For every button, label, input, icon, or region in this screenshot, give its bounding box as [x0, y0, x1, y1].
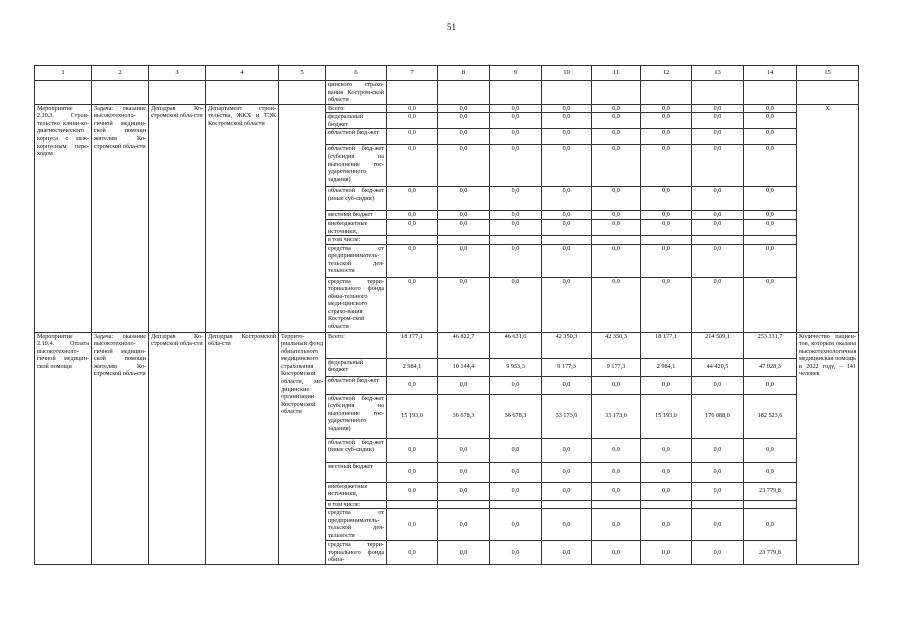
funding-source-label: местный бюджет [326, 211, 387, 220]
amount-cell [592, 500, 641, 509]
amount-cell: 0,0 [542, 219, 592, 235]
amount-cell [641, 500, 692, 509]
column-number-row [35, 66, 859, 81]
col-number: 15 [797, 66, 859, 81]
amount-cell: 46 631,6 [490, 332, 542, 358]
amount-cell: 0,0 [641, 211, 692, 220]
blank-cell [387, 81, 438, 105]
amount-cell [592, 236, 641, 245]
amount-cell: 36 678,3 [438, 394, 490, 438]
amount-cell: 0,0 [387, 438, 438, 462]
amount-cell: 0,0 [692, 376, 744, 394]
indicator-cell: X [797, 104, 859, 332]
amount-cell: 0,0 [592, 462, 641, 482]
amount-cell: 0,0 [744, 211, 797, 220]
amount-cell: 18 177,1 [387, 332, 438, 358]
col-number: 3 [149, 66, 206, 81]
amount-cell: 0,0 [592, 145, 641, 187]
funding-source-label: областной бюд-жет (иные суб-сидии) [326, 187, 387, 211]
amount-cell: 0,0 [744, 376, 797, 394]
amount-cell: 23 779,8 [744, 541, 797, 565]
amount-cell: 33 173,0 [542, 394, 592, 438]
amount-cell: 0,0 [490, 277, 542, 332]
amount-cell [387, 500, 438, 509]
amount-cell [744, 500, 797, 509]
blank-cell [692, 81, 744, 105]
amount-cell [438, 500, 490, 509]
amount-cell [387, 236, 438, 245]
amount-cell: 18 177,1 [641, 332, 692, 358]
blank-cell [438, 81, 490, 105]
executor-cell: Депздрав Ко-стромской обла-сти [149, 104, 206, 332]
amount-cell: 42 350,3 [592, 332, 641, 358]
amount-cell: 0,0 [592, 129, 641, 145]
funding-source-label: областной бюд-жет [326, 376, 387, 394]
blank-cell [92, 81, 149, 105]
amount-cell: 0,0 [692, 187, 744, 211]
amount-cell: 2 984,1 [641, 358, 692, 376]
col-number: 11 [592, 66, 641, 81]
amount-cell: 0,0 [542, 438, 592, 462]
amount-cell: 0,0 [438, 462, 490, 482]
amount-cell: 0,0 [592, 509, 641, 541]
amount-cell: 9 177,3 [592, 358, 641, 376]
amount-cell: 0,0 [692, 211, 744, 220]
amount-cell: 0,0 [592, 438, 641, 462]
amount-cell: 10 144,4 [438, 358, 490, 376]
amount-cell: 0,0 [490, 129, 542, 145]
amount-cell: 0,0 [490, 376, 542, 394]
amount-cell: 33 173,0 [592, 394, 641, 438]
funding-source-label: федеральный бюджет [326, 113, 387, 129]
blank-cell [542, 81, 592, 105]
amount-cell: 0,0 [641, 104, 692, 113]
table-row [35, 332, 859, 358]
amount-cell: 0,0 [387, 482, 438, 500]
amount-cell: 0,0 [542, 187, 592, 211]
blank-cell [490, 81, 542, 105]
amount-cell: 0,0 [438, 211, 490, 220]
funding-source-label: в том числе: [326, 500, 387, 509]
blank-cell [35, 81, 92, 105]
amount-cell: 0,0 [490, 541, 542, 565]
amount-cell: 0,0 [438, 145, 490, 187]
amount-cell: 182 523,6 [744, 394, 797, 438]
funding-source-label: средства терри-ториального фонда обяза-тельного меди-цинского страхо-вания Костром-ской области [326, 277, 387, 332]
funding-source-label: федеральный бюджет [326, 358, 387, 376]
amount-cell: 0,0 [592, 482, 641, 500]
table-body [35, 66, 859, 565]
amount-cell: 0,0 [542, 129, 592, 145]
amount-cell: 15 193,0 [641, 394, 692, 438]
amount-cell: 0,0 [387, 244, 438, 277]
amount-cell: 0,0 [641, 541, 692, 565]
amount-cell: 0,0 [438, 376, 490, 394]
amount-cell: 0,0 [490, 145, 542, 187]
amount-cell: 0,0 [387, 462, 438, 482]
funding-source-label: Всего: [326, 332, 387, 358]
amount-cell: 0,0 [744, 277, 797, 332]
amount-cell: 2 984,1 [387, 358, 438, 376]
amount-cell: 0,0 [387, 277, 438, 332]
amount-cell: 0,0 [542, 244, 592, 277]
amount-cell: 0,0 [744, 145, 797, 187]
blank-cell [279, 81, 326, 105]
amount-cell: 0,0 [641, 129, 692, 145]
amount-cell [542, 500, 592, 509]
amount-cell [542, 236, 592, 245]
amount-cell [490, 236, 542, 245]
blank-cell [641, 81, 692, 105]
amount-cell: 0,0 [744, 104, 797, 113]
amount-cell: 0,0 [542, 113, 592, 129]
amount-cell: 0,0 [490, 104, 542, 113]
funding-source-label: областной бюд-жет (субсидия на выполнение гос-ударственного задания) [326, 394, 387, 438]
amount-cell: 0,0 [387, 113, 438, 129]
amount-cell: 0,0 [490, 509, 542, 541]
amount-cell: 36 678,3 [490, 394, 542, 438]
amount-cell: 0,0 [438, 219, 490, 235]
amount-cell [438, 236, 490, 245]
amount-cell: 0,0 [641, 376, 692, 394]
amount-cell: 0,0 [542, 376, 592, 394]
amount-cell: 9 177,3 [542, 358, 592, 376]
amount-cell: 0,0 [542, 211, 592, 220]
amount-cell: 0,0 [641, 509, 692, 541]
funding-source-label: внебюджетные источники, [326, 219, 387, 235]
amount-cell: 0,0 [641, 219, 692, 235]
amount-cell: 0,0 [744, 509, 797, 541]
amount-cell: 0,0 [542, 509, 592, 541]
coexecutor-cell: Департамент строи-тельства, ЖКХ и ТЭК Костромской области [206, 104, 279, 332]
amount-cell: 0,0 [641, 113, 692, 129]
amount-cell: 0,0 [641, 277, 692, 332]
amount-cell: 0,0 [387, 541, 438, 565]
amount-cell: 0,0 [490, 187, 542, 211]
amount-cell: 0,0 [438, 541, 490, 565]
col-number: 8 [438, 66, 490, 81]
task-cell: Задача: оказание высокотехноло-гичной медицин-ской помощи жителям Ко-стромской обла-сти [92, 332, 149, 565]
amount-cell: 0,0 [692, 541, 744, 565]
amount-cell: 0,0 [490, 211, 542, 220]
amount-cell: 0,0 [542, 541, 592, 565]
amount-cell: 0,0 [641, 462, 692, 482]
amount-cell: 47 028,3 [744, 358, 797, 376]
amount-cell: 0,0 [490, 482, 542, 500]
amount-cell: 0,0 [438, 113, 490, 129]
funding-source-label: Всего: [326, 104, 387, 113]
task-cell: Задача: оказание высокотехноло-гичной медицин-ской помощи жителям Ко-стромской обла-сти [92, 104, 149, 332]
amount-cell: 0,0 [744, 438, 797, 462]
amount-cell: 15 193,0 [387, 394, 438, 438]
amount-cell: 0,0 [592, 376, 641, 394]
blank-cell [206, 81, 279, 105]
executor-cell: Депздрав Ко-стромской обла-сти [149, 332, 206, 565]
amount-cell: 0,0 [692, 482, 744, 500]
amount-cell: 0,0 [490, 219, 542, 235]
amount-cell: 0,0 [490, 244, 542, 277]
col-number: 4 [206, 66, 279, 81]
col-number: 7 [387, 66, 438, 81]
amount-cell: 0,0 [438, 482, 490, 500]
col-number: 1 [35, 66, 92, 81]
amount-cell: 0,0 [387, 104, 438, 113]
amount-cell: 0,0 [387, 509, 438, 541]
amount-cell: 0,0 [744, 462, 797, 482]
amount-cell: 253 331,7 [744, 332, 797, 358]
funding-source-label: областной бюд-жет (иные суб-сидии) [326, 438, 387, 462]
amount-cell: 0,0 [692, 104, 744, 113]
amount-cell: 0,0 [641, 145, 692, 187]
amount-cell: 0,0 [438, 277, 490, 332]
program-table [34, 65, 859, 565]
amount-cell [692, 500, 744, 509]
amount-cell: 0,0 [438, 244, 490, 277]
amount-cell: 0,0 [744, 113, 797, 129]
amount-cell: 0,0 [744, 219, 797, 235]
amount-cell: 46 822,7 [438, 332, 490, 358]
col-number: 13 [692, 66, 744, 81]
amount-cell: 0,0 [592, 219, 641, 235]
funding-source-label: внебюджетные источники, [326, 482, 387, 500]
amount-cell: 0,0 [438, 187, 490, 211]
col-number: 12 [641, 66, 692, 81]
amount-cell: 0,0 [387, 376, 438, 394]
amount-cell: 0,0 [592, 187, 641, 211]
col-number: 6 [326, 66, 387, 81]
funding-source-label: средства от предприяниматель-тельской дея-тельности [326, 244, 387, 277]
amount-cell: 0,0 [542, 104, 592, 113]
amount-cell: 0,0 [438, 104, 490, 113]
continuation-label: цинского страхо-вания Костром-ской области [326, 81, 387, 105]
amount-cell: 0,0 [490, 438, 542, 462]
amount-cell: 0,0 [592, 113, 641, 129]
funding-source-label: в том числе: [326, 236, 387, 245]
amount-cell: 23 779,8 [744, 482, 797, 500]
amount-cell [744, 236, 797, 245]
indicator-cell: Количество пациен-тов, которым оказана высокотехнологичная медицинская помощь в 2022 году, – 141 человек [797, 332, 859, 565]
amount-cell: 0,0 [490, 462, 542, 482]
participant-cell [279, 104, 326, 332]
amount-cell: 0,0 [692, 438, 744, 462]
amount-cell: 0,0 [641, 438, 692, 462]
page-number: 51 [447, 22, 456, 32]
blank-cell [592, 81, 641, 105]
amount-cell: 9 953,3 [490, 358, 542, 376]
amount-cell: 0,0 [592, 277, 641, 332]
amount-cell [490, 500, 542, 509]
amount-cell: 0,0 [641, 244, 692, 277]
amount-cell: 0,0 [592, 244, 641, 277]
amount-cell: 0,0 [542, 145, 592, 187]
col-number: 9 [490, 66, 542, 81]
amount-cell: 0,0 [387, 211, 438, 220]
funding-source-label: средства терри-ториального фонда обяза- [326, 541, 387, 565]
amount-cell: 42 350,3 [542, 332, 592, 358]
amount-cell: 0,0 [387, 129, 438, 145]
amount-cell: 0,0 [542, 462, 592, 482]
amount-cell: 0,0 [692, 244, 744, 277]
amount-cell: 0,0 [387, 219, 438, 235]
amount-cell [692, 236, 744, 245]
col-number: 5 [279, 66, 326, 81]
amount-cell: 0,0 [692, 277, 744, 332]
amount-cell: 0,0 [744, 244, 797, 277]
amount-cell: 0,0 [542, 277, 592, 332]
blank-cell [744, 81, 797, 105]
blank-cell [149, 81, 206, 105]
measure-name-cell: Мероприятие 2.10.3. Строи-тельство клини-ко-диагностического корпуса с меж-корпусным пере-ходом [35, 104, 92, 332]
amount-cell: 0,0 [692, 219, 744, 235]
amount-cell: 214 509,1 [692, 332, 744, 358]
amount-cell: 0,0 [692, 129, 744, 145]
amount-cell: 0,0 [692, 509, 744, 541]
amount-cell: 44 420,5 [692, 358, 744, 376]
amount-cell: 0,0 [592, 211, 641, 220]
table-row [35, 104, 859, 113]
amount-cell: 0,0 [744, 187, 797, 211]
col-number: 14 [744, 66, 797, 81]
amount-cell: 0,0 [744, 129, 797, 145]
amount-cell: 0,0 [592, 541, 641, 565]
funding-source-label: средства от предприяниматель-тельской дея-тельности [326, 509, 387, 541]
funding-source-label: областной бюд-жет (субсидия на выполнение гос-ударственного задания) [326, 145, 387, 187]
amount-cell: 0,0 [438, 509, 490, 541]
amount-cell: 0,0 [438, 129, 490, 145]
participant-cell: Террито-риальный фонд обязательного медицинского страхования Костромской области, ме-дицинские организации Костромской области [279, 332, 326, 565]
col-number: 10 [542, 66, 592, 81]
funding-source-label: местный бюджет [326, 462, 387, 482]
amount-cell: 0,0 [641, 187, 692, 211]
amount-cell: 0,0 [592, 104, 641, 113]
amount-cell: 0,0 [692, 462, 744, 482]
amount-cell: 0,0 [692, 145, 744, 187]
amount-cell: 0,0 [438, 438, 490, 462]
blank-cell [797, 81, 859, 105]
col-number: 2 [92, 66, 149, 81]
amount-cell [641, 236, 692, 245]
amount-cell: 0,0 [692, 113, 744, 129]
amount-cell: 0,0 [641, 482, 692, 500]
amount-cell: 0,0 [542, 482, 592, 500]
amount-cell: 0,0 [387, 187, 438, 211]
amount-cell: 0,0 [490, 113, 542, 129]
measure-name-cell: Мероприятие 2.10.4. Оплата высокотехноло-гичной медицин-ской помощи [35, 332, 92, 565]
funding-source-label: областной бюд-жет [326, 129, 387, 145]
continuation-row [35, 81, 859, 105]
coexecutor-cell: Депздрав Костромской обла-сти [206, 332, 279, 565]
amount-cell: 0,0 [387, 145, 438, 187]
amount-cell: 170 088,6 [692, 394, 744, 438]
